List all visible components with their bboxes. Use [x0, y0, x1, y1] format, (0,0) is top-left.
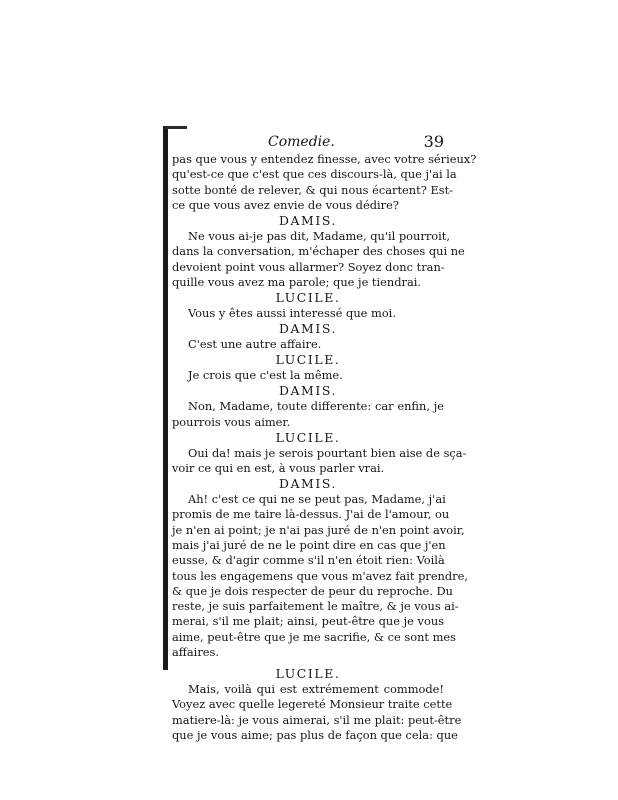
text-line: reste, je suis parfaitement le maître, & je vous ai- [172, 599, 459, 614]
text-line: qu'est-ce que c'est que ces discours-là, que j'ai la [172, 167, 457, 182]
speaker-name: LUCILE. [275, 352, 341, 368]
book-page [172, 132, 477, 743]
speaker-name: LUCILE. [275, 429, 341, 445]
text-line: Voyez avec quelle legereté Monsieur traite cette [172, 697, 453, 712]
speaker-name: LUCILE. [275, 290, 341, 306]
speaker-name: DAMIS. [278, 383, 338, 399]
text-line: aime, peut-être que je me sacrifie, & ce sont mes [172, 629, 456, 644]
text-line: pourrois vous aimer. [172, 414, 291, 429]
text-line: pas que vous y entendez finesse, avec votre sérieux? [172, 152, 477, 166]
text-line: sotte bonté de relever, & qui nous écartent? Est- [172, 182, 454, 197]
text-line: & que je dois respecter de peur du reproche. Du [172, 583, 454, 598]
text-line: eusse, & d'agir comme s'il n'en étoit rien: Voilà [172, 553, 445, 568]
text-line: je n'en ai point; je n'ai pas juré de n'en point avoir, [172, 522, 465, 537]
play-text [172, 152, 477, 743]
text-line: Oui da! mais je serois pourtant bien aise de sça- [188, 445, 467, 460]
text-line: merai, s'il me plait; ainsi, peut-être que je vous [172, 614, 444, 629]
speaker-name: DAMIS. [278, 321, 338, 337]
running-header [172, 132, 444, 152]
text-line: Ne vous ai-je pas dit, Madame, qu'il pourroit, [188, 228, 450, 243]
text-line: Je crois que c'est la même. [188, 368, 343, 383]
page-number: 39 [423, 132, 444, 151]
text-line: Mais, voilà qui est extrémement commode! [188, 682, 444, 697]
text-line: tous les engagemens que vous m'avez fait prendre, [172, 568, 468, 583]
text-line: devoient point vous allarmer? Soyez donc tran- [172, 259, 445, 274]
text-line: ce que vous avez envie de vous dédire? [172, 197, 399, 212]
speaker-name: DAMIS. [278, 213, 338, 229]
text-line: voir ce qui en est, à vous parler vrai. [172, 460, 385, 475]
speaker-name: DAMIS. [278, 476, 338, 492]
text-line: dans la conversation, m'échaper des choses qui ne [172, 244, 465, 259]
text-line: mais j'ai juré de ne le point dire en cas que j'en [172, 537, 446, 552]
text-line: Non, Madame, toute differente: car enfin, je [188, 399, 444, 414]
text-line: que je vous aime; pas plus de façon que cela: que [172, 727, 458, 742]
text-line: quille vous avez ma parole; que je tiendrai. [172, 274, 422, 289]
text-line: matiere-là: je vous aimerai, s'il me plait: peut-être [172, 712, 462, 727]
running-title: Comedie. [268, 134, 335, 150]
text-line: Vous y êtes aussi interessé que moi. [188, 305, 396, 320]
text-line: affaires. [172, 645, 219, 659]
speaker-name: LUCILE. [275, 666, 341, 682]
text-line: promis de me taire là-dessus. J'ai de l'amour, ou [172, 507, 450, 522]
text-line: C'est une autre affaire. [188, 337, 322, 352]
text-line: Ah! c'est ce qui ne se peut pas, Madame, j'ai [188, 492, 446, 507]
scan-page-edge [163, 126, 168, 670]
scan-edge-mark [165, 126, 187, 129]
